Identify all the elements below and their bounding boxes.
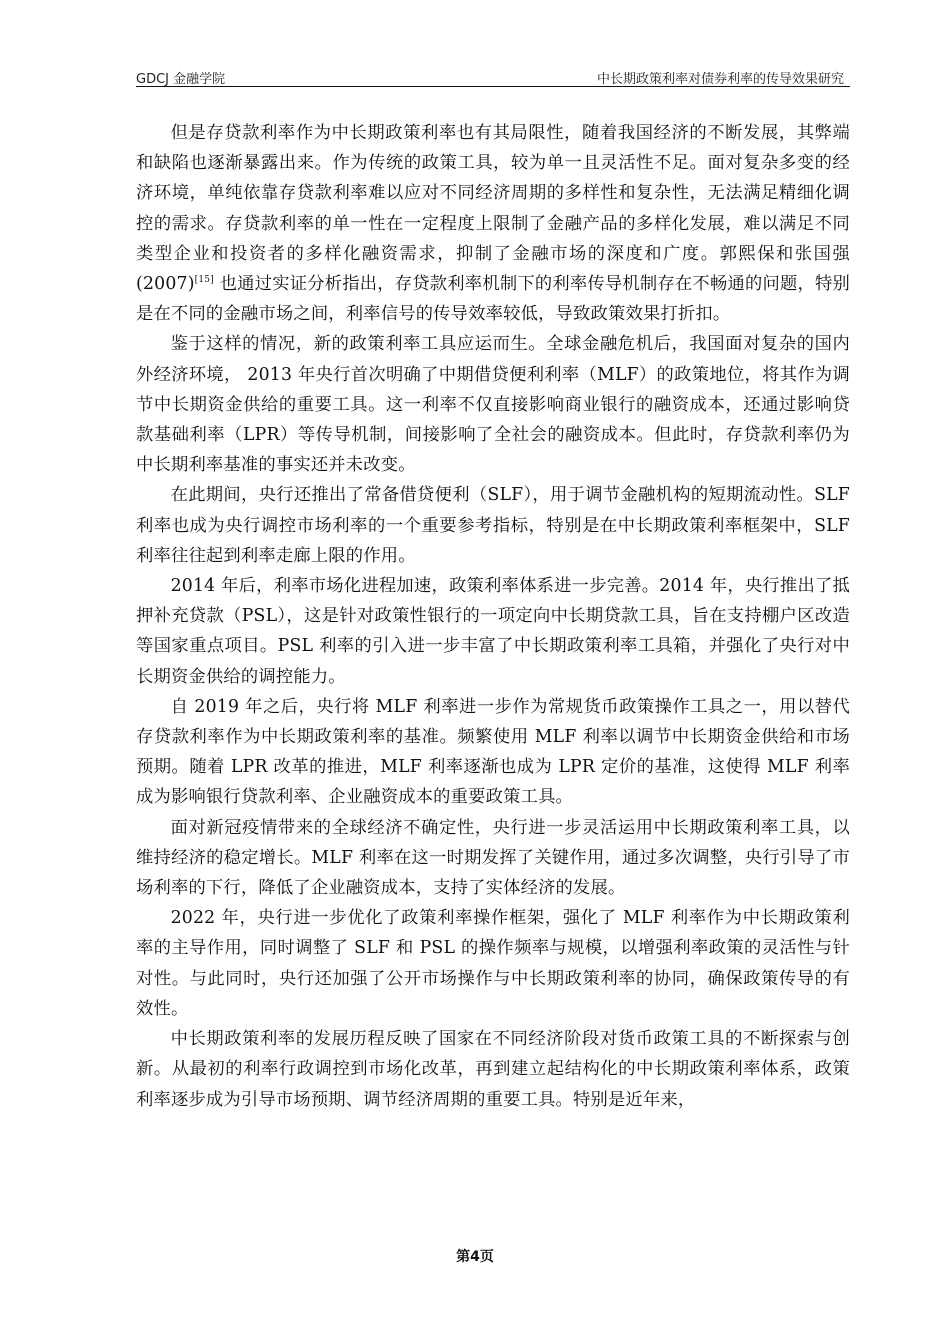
paragraph-3: 在此期间，央行还推出了常备借贷便利（SLF），用于调节金融机构的短期流动性。SLF 利率也成为央行调控市场利率的一个重要参考指标，特别是在中长期政策利率框架中，SLF 利率往往起到利率走廊上限的作用。 (136, 485, 850, 566)
paragraph-8: 中长期政策利率的发展历程反映了国家在不同经济阶段对货币政策工具的不断探索与创新。从最初的利率行政调控到市场化改革，再到建立起结构化的中长期政策利率体系，政策利率逐步成为引导市场预期、调节经济周期的重要工具。特别是近年来， (136, 1029, 850, 1110)
paragraph-1-text: 但是存贷款利率作为中长期政策利率也有其局限性，随着我国经济的不断发展，其弊端和缺陷也逐渐暴露出来。作为传统的政策工具，较为单一且灵活性不足。面对复杂多变的经济环境，单纯依靠存贷款利率难以应对不同经济周期的多样性和复杂性，无法满足精细化调控的需求。存贷款利率的单一性在一定程度上限制了金融产品的多样化发展，难以满足不同类型企业和投资者的多样化融资需求，抑制了金融市场的深度和广度。郭熙保和张国强 (2007) (136, 123, 850, 295)
paragraph-1-text-cont: 也通过实证分析指出，存贷款利率机制下的利率传导机制存在不畅通的问题，特别是在不同的金融市场之间，利率信号的传导效率较低，导致政策效果打折扣。 (136, 274, 850, 325)
paragraph-4: 2014 年后，利率市场化进程加速，政策利率体系进一步完善。2014 年，央行推出了抵押补充贷款（PSL），这是针对政策性银行的一项定向中长期贷款工具，旨在支持棚户区改造等国家重点项目。PSL 利率的引入进一步丰富了中长期政策利率工具箱，并强化了央行对中长期资金供给的调控能力。 (136, 576, 850, 687)
header-title: 中长期政策利率对债券利率的传导效果研究 (596, 72, 844, 87)
paragraph-7: 2022 年，央行进一步优化了政策利率操作框架，强化了 MLF 利率作为中长期政策利率的主导作用，同时调整了 SLF 和 PSL 的操作频率与规模，以增强利率政策的灵活性与针对性。与此同时，央行还加强了公开市场操作与中长期政策利率的协同，确保政策传导的有效性。 (136, 908, 850, 1019)
page-number: 第4页 (456, 1249, 494, 1265)
citation-reference[interactable]: [15] (194, 275, 214, 286)
paragraph-5: 自 2019 年之后，央行将 MLF 利率进一步作为常规货币政策操作工具之一，用以替代存贷款利率作为中长期政策利率的基准。频繁使用 MLF 利率以调节中长期资金供给和市场预期。随着 LPR 改革的推进，MLF 利率逐渐也成为 LPR 定价的基准，这使得 MLF 利率成为影响银行贷款利率、企业融资成本的重要政策工具。 (136, 696, 850, 808)
header-institution: GDCJ 金融学院 (136, 72, 226, 87)
paragraph-6: 面对新冠疫情带来的全球经济不确定性，央行进一步灵活运用中长期政策利率工具，以维持经济的稳定增长。MLF 利率在这一时期发挥了关键作用，通过多次调整，央行引导了市场利率的下行，降低了企业融资成本，支持了实体经济的发展。 (136, 817, 850, 899)
page-header (136, 66, 850, 88)
paragraph-2: 鉴于这样的情况，新的政策利率工具应运而生。全球金融危机后，我国面对复杂的国内外经济环境， 2013 年央行首次明确了中期借贷便利利率（MLF）的政策地位，将其作为调节中长期资金供给的重要工具。这一利率不仅直接影响商业银行的融资成本，还通过影响贷款基础利率（LPR）等传导机制，间接影响了全社会的融资成本。但此时，存贷款利率仍为中长期利率基准的事实还并未改变。 (136, 334, 850, 476)
header-divider (136, 86, 850, 87)
document-body (136, 118, 850, 1115)
paragraph-1 (136, 118, 850, 329)
